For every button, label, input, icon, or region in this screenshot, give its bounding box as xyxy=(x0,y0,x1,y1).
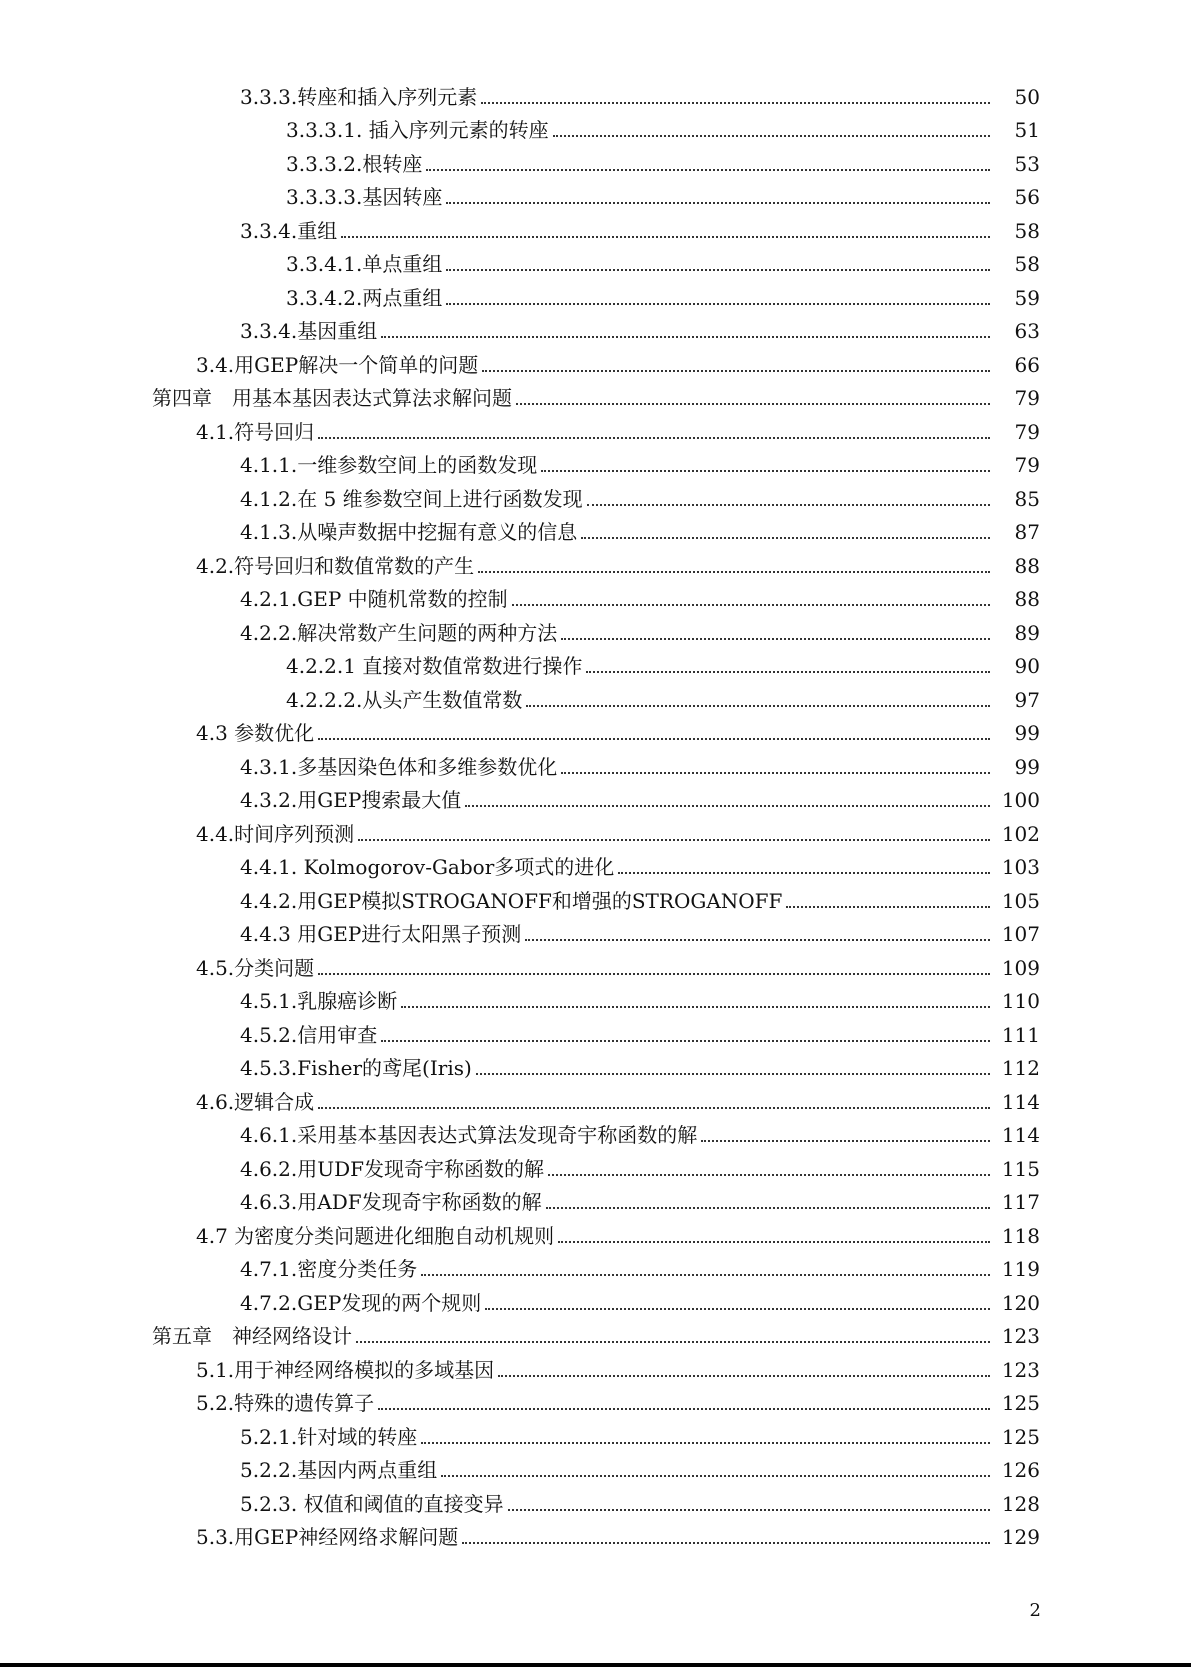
toc-entry[interactable] xyxy=(0,549,1191,583)
toc-entry-title: 4.3 参数优化 xyxy=(196,721,315,746)
toc-entry-page: 53 xyxy=(1014,151,1040,176)
toc-entry-page: 114 xyxy=(1001,1123,1040,1148)
toc-entry[interactable] xyxy=(0,1353,1191,1387)
toc-entry-title: 4.5.3.Fisher的鸢尾(Iris) xyxy=(240,1056,472,1081)
toc-entry-title: 4.2.符号回归和数值常数的产生 xyxy=(196,553,475,578)
toc-entry-page: 87 xyxy=(1014,520,1040,545)
toc-entry-title: 3.3.3.3.基因转座 xyxy=(286,185,443,210)
toc-entry-title: 5.1.用于神经网络模拟的多域基因 xyxy=(196,1357,495,1382)
dot-leader xyxy=(318,958,990,978)
toc-entry[interactable] xyxy=(0,482,1191,516)
toc-entry[interactable] xyxy=(0,1018,1191,1052)
toc-entry[interactable] xyxy=(0,851,1191,885)
toc-entry[interactable] xyxy=(0,1454,1191,1488)
toc-entry-page: 58 xyxy=(1014,218,1040,243)
toc-entry-page: 85 xyxy=(1014,486,1040,511)
dot-leader xyxy=(586,656,990,676)
dot-leader xyxy=(526,690,990,710)
toc-entry-page: 123 xyxy=(1001,1357,1040,1382)
toc-entry-title: 5.2.特殊的遗传算子 xyxy=(196,1391,375,1416)
dot-leader xyxy=(701,1125,990,1145)
toc-entry[interactable] xyxy=(0,784,1191,818)
toc-entry-title: 3.3.3.转座和插入序列元素 xyxy=(240,84,478,109)
dot-leader xyxy=(516,388,990,408)
toc-entry-page: 111 xyxy=(1001,1022,1040,1047)
toc-entry-page: 102 xyxy=(1001,821,1040,846)
toc-entry-title: 3.3.4.2.两点重组 xyxy=(286,285,443,310)
dot-leader xyxy=(508,1494,990,1514)
toc-entry[interactable] xyxy=(0,583,1191,617)
toc-entry-title: 4.4.1. Kolmogorov-Gabor多项式的进化 xyxy=(240,855,615,880)
toc-entry-page: 50 xyxy=(1014,84,1040,109)
dot-leader xyxy=(318,1092,990,1112)
dot-leader xyxy=(446,254,990,274)
dot-leader xyxy=(421,1427,990,1447)
toc-entry-title: 4.7 为密度分类问题进化细胞自动机规则 xyxy=(196,1223,555,1248)
table-of-contents xyxy=(0,80,1191,1554)
dot-leader xyxy=(318,723,990,743)
toc-entry-title: 4.2.1.GEP 中随机常数的控制 xyxy=(240,587,508,612)
toc-entry[interactable] xyxy=(0,650,1191,684)
toc-entry-title: 4.7.2.GEP发现的两个规则 xyxy=(240,1290,482,1315)
toc-entry[interactable] xyxy=(0,1085,1191,1119)
toc-entry-title: 4.6.3.用ADF发现奇宇称函数的解 xyxy=(240,1190,542,1215)
dot-leader xyxy=(421,1259,990,1279)
dot-leader xyxy=(441,1460,990,1480)
dot-leader xyxy=(481,87,990,107)
dot-leader xyxy=(381,321,990,341)
dot-leader xyxy=(478,556,990,576)
toc-entry-page: 99 xyxy=(1014,721,1040,746)
toc-entry[interactable] xyxy=(0,281,1191,315)
dot-leader xyxy=(561,757,990,777)
dot-leader xyxy=(426,154,990,174)
toc-entry-page: 63 xyxy=(1014,319,1040,344)
toc-entry-title: 4.1.符号回归 xyxy=(196,419,315,444)
toc-entry-title: 4.1.3.从噪声数据中挖掘有意义的信息 xyxy=(240,520,578,545)
toc-entry[interactable] xyxy=(0,1387,1191,1421)
toc-entry[interactable] xyxy=(0,80,1191,114)
toc-entry-page: 79 xyxy=(1014,419,1040,444)
toc-entry[interactable] xyxy=(0,1253,1191,1287)
toc-entry-title: 4.3.2.用GEP搜索最大值 xyxy=(240,788,462,813)
toc-entry[interactable] xyxy=(0,717,1191,751)
toc-entry-title: 4.5.2.信用审查 xyxy=(240,1022,378,1047)
toc-chapter-entry[interactable] xyxy=(0,1320,1191,1354)
toc-entry-page: 125 xyxy=(1001,1424,1040,1449)
toc-entry[interactable] xyxy=(0,1420,1191,1454)
toc-entry[interactable] xyxy=(0,1186,1191,1220)
toc-entry[interactable] xyxy=(0,181,1191,215)
dot-leader xyxy=(498,1360,990,1380)
toc-entry-page: 90 xyxy=(1014,654,1040,679)
dot-leader xyxy=(618,857,990,877)
toc-entry-page: 117 xyxy=(1001,1190,1040,1215)
toc-entry-page: 118 xyxy=(1001,1223,1040,1248)
toc-entry-title: 5.2.2.基因内两点重组 xyxy=(240,1458,438,1483)
dot-leader xyxy=(525,924,990,944)
toc-entry-page: 128 xyxy=(1001,1491,1040,1516)
toc-entry-page: 119 xyxy=(1001,1257,1040,1282)
toc-entry[interactable] xyxy=(0,348,1191,382)
page-number: 2 xyxy=(1029,1600,1041,1621)
toc-entry-page: 126 xyxy=(1001,1458,1040,1483)
dot-leader xyxy=(381,1025,990,1045)
dot-leader xyxy=(786,891,990,911)
toc-entry-page: 109 xyxy=(1001,955,1040,980)
toc-entry[interactable] xyxy=(0,449,1191,483)
toc-entry-title: 4.3.1.多基因染色体和多维参数优化 xyxy=(240,754,558,779)
toc-entry-page: 100 xyxy=(1001,788,1040,813)
toc-entry-page: 105 xyxy=(1001,888,1040,913)
toc-entry[interactable] xyxy=(0,415,1191,449)
toc-entry[interactable] xyxy=(0,315,1191,349)
toc-entry-title: 3.4.用GEP解决一个简单的问题 xyxy=(196,352,479,377)
toc-entry-page: 56 xyxy=(1014,185,1040,210)
toc-entry[interactable] xyxy=(0,951,1191,985)
toc-entry-title: 3.3.3.1. 插入序列元素的转座 xyxy=(286,118,549,143)
dot-leader xyxy=(462,1527,990,1547)
dot-leader xyxy=(446,288,990,308)
dot-leader xyxy=(358,824,990,844)
toc-entry[interactable] xyxy=(0,985,1191,1019)
toc-entry-title: 3.3.3.2.根转座 xyxy=(286,151,423,176)
toc-entry-page: 51 xyxy=(1014,118,1040,143)
toc-entry[interactable] xyxy=(0,1286,1191,1320)
dot-leader xyxy=(553,120,990,140)
toc-entry-title: 4.7.1.密度分类任务 xyxy=(240,1257,418,1282)
dot-leader xyxy=(378,1393,990,1413)
toc-entry[interactable] xyxy=(0,884,1191,918)
toc-entry-title: 4.5.1.乳腺癌诊断 xyxy=(240,989,398,1014)
toc-entry[interactable] xyxy=(0,750,1191,784)
toc-entry-page: 125 xyxy=(1001,1391,1040,1416)
dot-leader xyxy=(476,1058,990,1078)
dot-leader xyxy=(482,355,990,375)
toc-entry-page: 112 xyxy=(1001,1056,1040,1081)
toc-entry-page: 88 xyxy=(1014,587,1040,612)
dot-leader xyxy=(401,991,990,1011)
toc-entry-page: 79 xyxy=(1014,453,1040,478)
toc-entry-page: 120 xyxy=(1001,1290,1040,1315)
toc-entry-title: 4.4.2.用GEP模拟STROGANOFF和增强的STROGANOFF xyxy=(240,888,783,913)
dot-leader xyxy=(548,1159,990,1179)
toc-entry[interactable] xyxy=(0,516,1191,550)
toc-entry[interactable] xyxy=(0,1219,1191,1253)
toc-entry-title: 4.1.2.在 5 维参数空间上进行函数发现 xyxy=(240,486,583,511)
toc-entry-page: 89 xyxy=(1014,620,1040,645)
toc-entry[interactable] xyxy=(0,616,1191,650)
toc-chapter-entry[interactable] xyxy=(0,382,1191,416)
toc-entry[interactable] xyxy=(0,1119,1191,1153)
toc-entry-title: 第五章 神经网络设计 xyxy=(152,1324,352,1349)
dot-leader xyxy=(485,1293,990,1313)
toc-entry[interactable] xyxy=(0,114,1191,148)
toc-entry-title: 3.3.4.1.单点重组 xyxy=(286,252,443,277)
toc-entry-page: 107 xyxy=(1001,922,1040,947)
dot-leader xyxy=(541,455,990,475)
toc-entry-title: 4.6.2.用UDF发现奇宇称函数的解 xyxy=(240,1156,545,1181)
toc-entry[interactable] xyxy=(0,147,1191,181)
toc-entry-title: 3.3.4.基因重组 xyxy=(240,319,378,344)
dot-leader xyxy=(512,589,990,609)
dot-leader xyxy=(465,790,990,810)
toc-entry-title: 5.2.1.针对域的转座 xyxy=(240,1424,418,1449)
bottom-border xyxy=(0,1663,1191,1667)
toc-entry[interactable] xyxy=(0,1521,1191,1555)
toc-entry-page: 88 xyxy=(1014,553,1040,578)
toc-entry[interactable] xyxy=(0,918,1191,952)
toc-entry-page: 58 xyxy=(1014,252,1040,277)
dot-leader xyxy=(446,187,990,207)
toc-entry-page: 79 xyxy=(1014,386,1040,411)
toc-entry-title: 3.3.4.重组 xyxy=(240,218,338,243)
toc-entry[interactable] xyxy=(0,248,1191,282)
dot-leader xyxy=(581,522,990,542)
toc-entry-page: 110 xyxy=(1001,989,1040,1014)
toc-entry-page: 123 xyxy=(1001,1324,1040,1349)
toc-entry-page: 115 xyxy=(1001,1156,1040,1181)
toc-entry-title: 4.2.2.1 直接对数值常数进行操作 xyxy=(286,654,583,679)
toc-entry[interactable] xyxy=(0,1487,1191,1521)
dot-leader xyxy=(561,623,990,643)
toc-entry-page: 66 xyxy=(1014,352,1040,377)
toc-entry-title: 第四章 用基本基因表达式算法求解问题 xyxy=(152,386,512,411)
toc-entry-page: 97 xyxy=(1014,687,1040,712)
dot-leader xyxy=(558,1226,990,1246)
toc-entry-title: 4.5.分类问题 xyxy=(196,955,315,980)
toc-entry-title: 4.6.1.采用基本基因表达式算法发现奇宇称函数的解 xyxy=(240,1123,698,1148)
dot-leader xyxy=(546,1192,990,1212)
toc-entry-title: 4.2.2.2.从头产生数值常数 xyxy=(286,687,523,712)
dot-leader xyxy=(341,221,990,241)
toc-entry[interactable] xyxy=(0,683,1191,717)
toc-entry-title: 5.2.3. 权值和阈值的直接变异 xyxy=(240,1491,504,1516)
toc-entry-page: 129 xyxy=(1001,1525,1040,1550)
toc-entry-page: 114 xyxy=(1001,1089,1040,1114)
toc-entry[interactable] xyxy=(0,1152,1191,1186)
toc-entry-title: 4.4.3 用GEP进行太阳黑子预测 xyxy=(240,922,522,947)
toc-entry-title: 4.1.1.一维参数空间上的函数发现 xyxy=(240,453,538,478)
toc-entry[interactable] xyxy=(0,1052,1191,1086)
dot-leader xyxy=(587,489,990,509)
toc-entry[interactable] xyxy=(0,214,1191,248)
dot-leader xyxy=(318,422,990,442)
toc-entry-title: 4.4.时间序列预测 xyxy=(196,821,355,846)
toc-entry-page: 103 xyxy=(1001,855,1040,880)
toc-entry-title: 4.6.逻辑合成 xyxy=(196,1089,315,1114)
dot-leader xyxy=(356,1326,990,1346)
toc-entry-title: 5.3.用GEP神经网络求解问题 xyxy=(196,1525,459,1550)
toc-entry[interactable] xyxy=(0,817,1191,851)
toc-entry-page: 59 xyxy=(1014,285,1040,310)
toc-entry-page: 99 xyxy=(1014,754,1040,779)
toc-entry-title: 4.2.2.解决常数产生问题的两种方法 xyxy=(240,620,558,645)
